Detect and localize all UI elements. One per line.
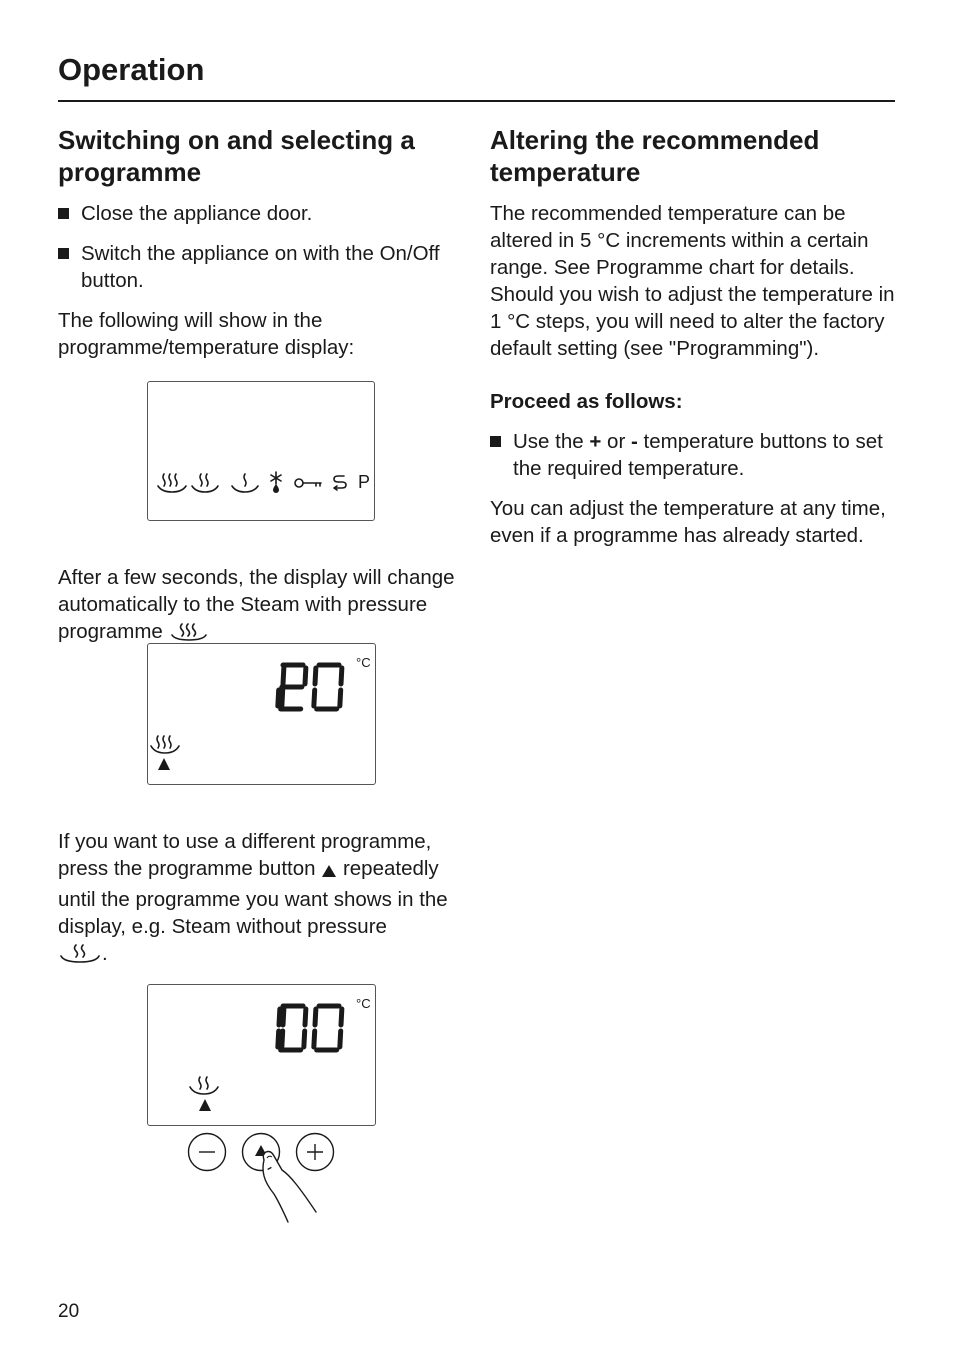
display-initial <box>147 381 375 521</box>
digit-segment <box>304 1031 305 1047</box>
display-steam-without-pressure <box>147 984 376 1126</box>
section-heading-switching-on: Switching on and selecting a programme <box>58 125 415 187</box>
header-rule <box>58 100 895 102</box>
triangle-up-icon <box>158 758 170 770</box>
steam-with-pressure-icon <box>151 736 179 753</box>
left-column <box>58 124 458 984</box>
temperature-digits <box>254 1001 364 1055</box>
list-item: Switch the appliance on with the On/Off button. <box>58 240 458 294</box>
digit-segment <box>314 690 315 706</box>
unit-label: °C <box>356 996 371 1011</box>
digit-segment <box>278 690 279 706</box>
digit-segment <box>282 690 283 706</box>
defrost-icon <box>271 472 281 493</box>
minus-button[interactable] <box>189 1134 226 1171</box>
seven-segment-digit <box>282 1009 284 1047</box>
steam-low-icon <box>232 474 258 492</box>
temperature-readout <box>278 665 342 709</box>
subheading: Proceed as follows: <box>490 390 683 413</box>
paragraph: The recommended temperature can be altered in 5 °C increments within a certain range. See Programme chart for details. Should you wish to adjust the temperature in 1 °C steps, you will need to alter the factory default setting (see "Programming"). <box>490 202 895 360</box>
triangle-up-icon <box>321 859 337 886</box>
digit-segment <box>305 1009 306 1025</box>
descale-icon <box>334 476 346 490</box>
triangle-up-icon <box>199 1099 211 1111</box>
step-list <box>58 200 458 294</box>
digit-segment <box>315 1009 316 1025</box>
plus-button[interactable] <box>297 1134 334 1171</box>
control-buttons <box>180 1130 380 1230</box>
digit-segment <box>340 690 341 706</box>
list-item: Use the + or - temperature buttons to set the required temperature. <box>490 428 900 482</box>
paragraph: After a few seconds, the display will change automatically to the Steam with pressure programme <box>58 564 458 649</box>
digit-segment <box>314 1031 315 1047</box>
step-list <box>490 428 900 482</box>
digit-segment <box>278 1031 279 1047</box>
paragraph: You can adjust the temperature at any time, even if a programme has already started. <box>490 497 886 547</box>
digit-segment <box>305 668 306 684</box>
digit-segment <box>341 1009 342 1025</box>
steam-without-pressure-icon <box>58 942 102 971</box>
page-number: 20 <box>58 1301 80 1322</box>
key-icon <box>295 479 321 487</box>
digit-segment <box>341 668 342 684</box>
programming-label: P <box>358 472 371 492</box>
section-heading-altering-temperature: Altering the recommended temperature <box>490 125 820 187</box>
unit-label: °C <box>356 655 371 670</box>
digit-segment <box>283 668 284 684</box>
right-column <box>490 124 900 562</box>
digit-segment <box>340 1031 341 1047</box>
digit-segment <box>315 668 316 684</box>
seven-segment-digit <box>314 665 342 709</box>
steam-without-pressure-icon <box>190 1077 218 1094</box>
digit-segment <box>282 1031 283 1047</box>
temperature-digits <box>254 660 364 714</box>
seven-segment-digit <box>314 1006 342 1050</box>
digit-segment <box>283 1009 284 1025</box>
paragraph: The following will show in the programme/temperature display: <box>58 309 355 359</box>
steam-with-pressure-icon <box>158 474 186 492</box>
page-title: Operation <box>58 52 205 87</box>
list-item: Close the appliance door. <box>58 200 458 227</box>
steam-without-pressure-icon <box>192 474 218 492</box>
temperature-readout <box>278 1006 342 1050</box>
digit-segment <box>279 1009 280 1025</box>
paragraph: If you want to use a different programme, press the programme button repeatedly until the programme you want shows in the display, e.g. Steam without pressure . <box>58 828 458 971</box>
display-steam-with-pressure <box>147 643 376 785</box>
